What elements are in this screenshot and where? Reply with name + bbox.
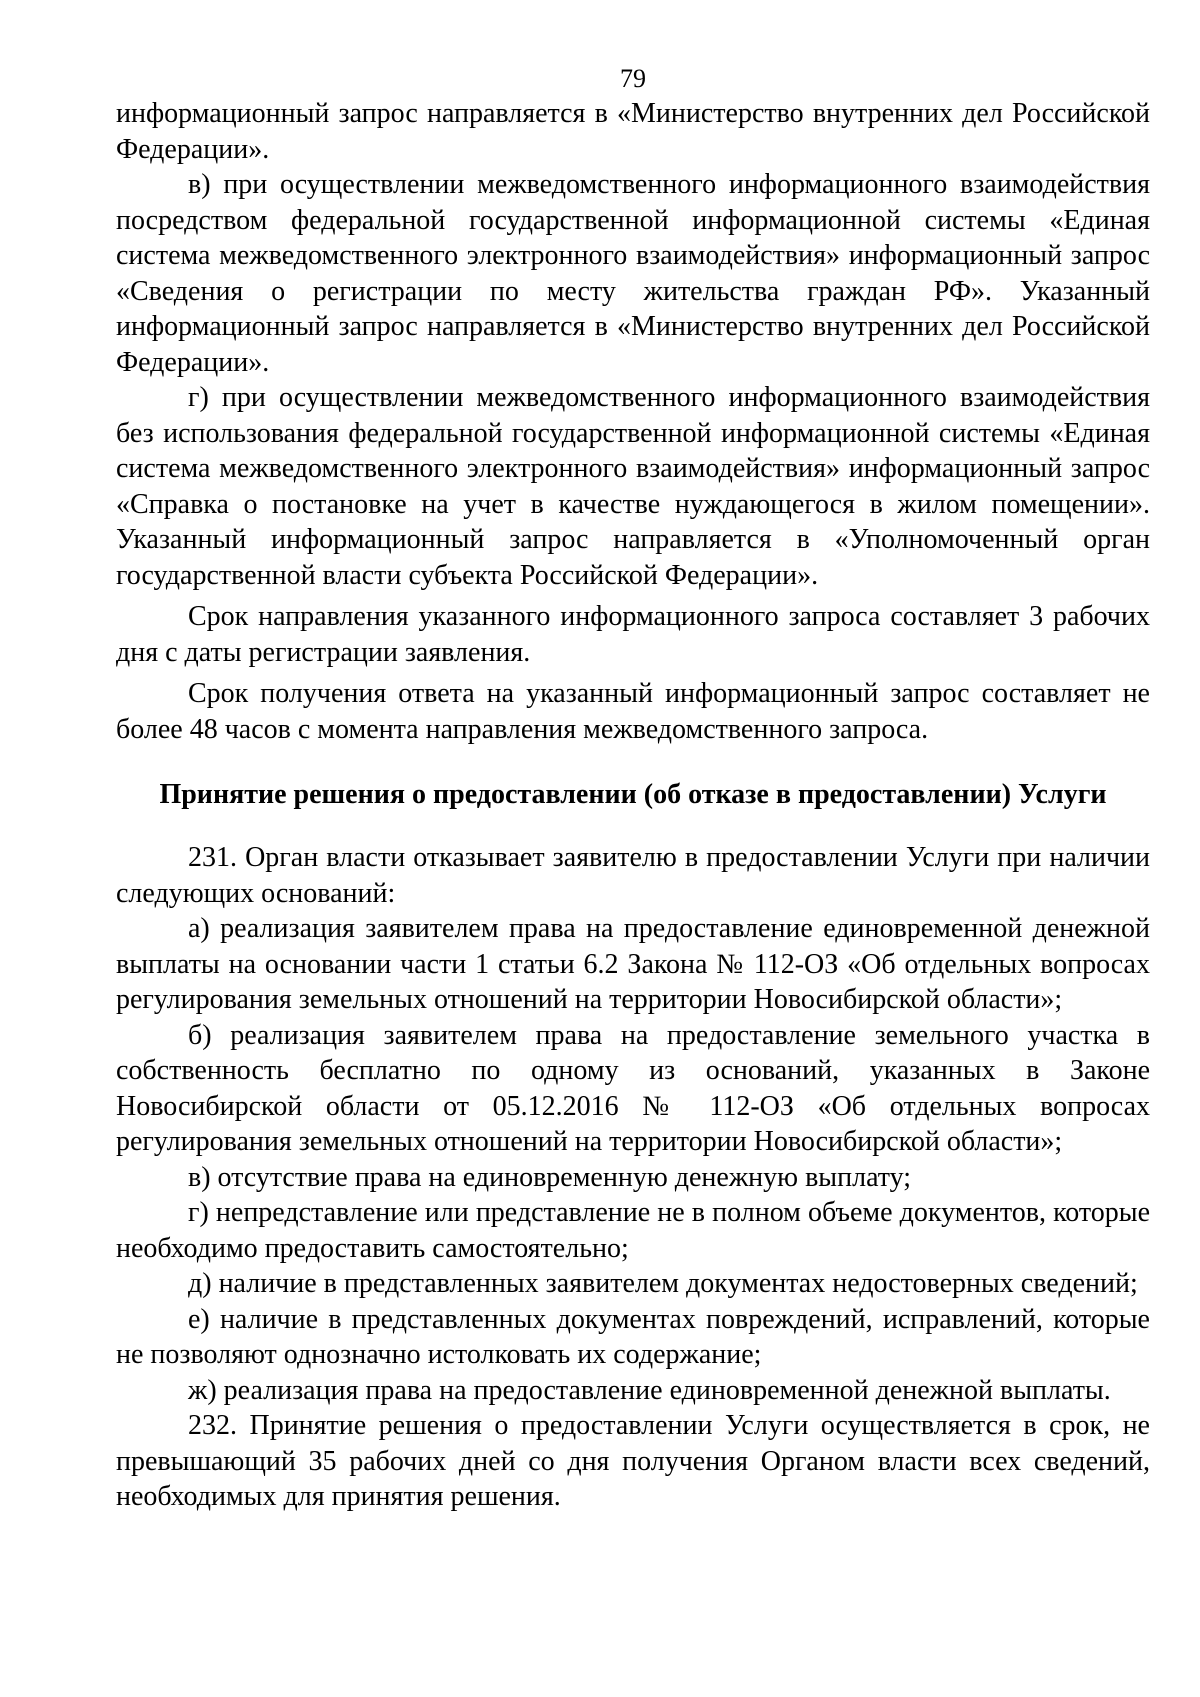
paragraph: г) при осуществлении межведомственного информационного взаимодействия без использования федеральной государственной информационной системы «Единая система межведомственного электронного взаимодействия» информационный запрос «Справка о постановке на учет в качестве нуждающегося в жилом помещении». Указанный информационный запрос направляется в «Уполномоченный орган государственной власти субъекта Российской Федерации». [116,382,1150,591]
page-number: 79 [620,64,646,93]
paragraph: ж) реализация права на предоставление единовременной денежной выплаты. [188,1374,1111,1406]
section-heading: Принятие решения о предоставлении (об отказе в предоставлении) Услуги [159,779,1107,810]
paragraph: Срок направления указанного информационного запроса составляет 3 рабочих дня с даты регистрации заявления. [116,601,1150,668]
bottom-paragraphs [116,840,1150,1515]
paragraph: в) при осуществлении межведомственного информационного взаимодействия посредством федеральной государственной информационной системы «Единая система межведомственного электронного взаимодействия» информационный запрос «Сведения о регистрации по месту жительства граждан РФ». Указанный информационный запрос направляется в «Министерство внутренних дел Российской Федерации». [116,169,1150,378]
paragraph: д) наличие в представленных заявителем документах недостоверных сведений; [188,1268,1138,1299]
paragraph: в) отсутствие права на единовременную денежную выплату; [188,1161,912,1193]
paragraph: е) наличие в представленных документах повреждений, исправлений, которые не позволяют однозначно истолковать их содержание; [116,1303,1150,1370]
paragraph: а) реализация заявителем права на предоставление единовременной денежной выплаты на основании части 1 статьи 6.2 Закона № 112-ОЗ «Об отдельных вопросах регулирования земельных отношений на территории Новосибирской области»; [116,913,1150,1015]
document-page [116,64,1150,1515]
paragraph: 232. Принятие решения о предоставлении Услуги осуществляется в срок, не превышающий 35 рабочих дней со дня получения Органом власти всех сведений, необходимых для принятия решения. [116,1410,1150,1512]
top-paragraphs [116,96,1150,747]
paragraph: г) непредставление или представление не в полном объеме документов, которые необходимо предоставить самостоятельно; [116,1197,1150,1264]
paragraph: 231. Орган власти отказывает заявителю в предоставлении Услуги при наличии следующих оснований: [116,842,1150,909]
paragraph: Срок получения ответа на указанный информационный запрос составляет не более 48 часов с момента направления межведомственного запроса. [116,678,1150,745]
paragraph: информационный запрос направляется в «Министерство внутренних дел Российской Федерации». [116,98,1150,165]
paragraph: б) реализация заявителем права на предоставление земельного участка в собственность бесплатно по одному из оснований, указанных в Законе Новосибирской области от 05.12.2016 № 112-ОЗ «Об отдельных вопросах регулирования земельных отношений на территории Новосибирской области»; [116,1019,1150,1157]
